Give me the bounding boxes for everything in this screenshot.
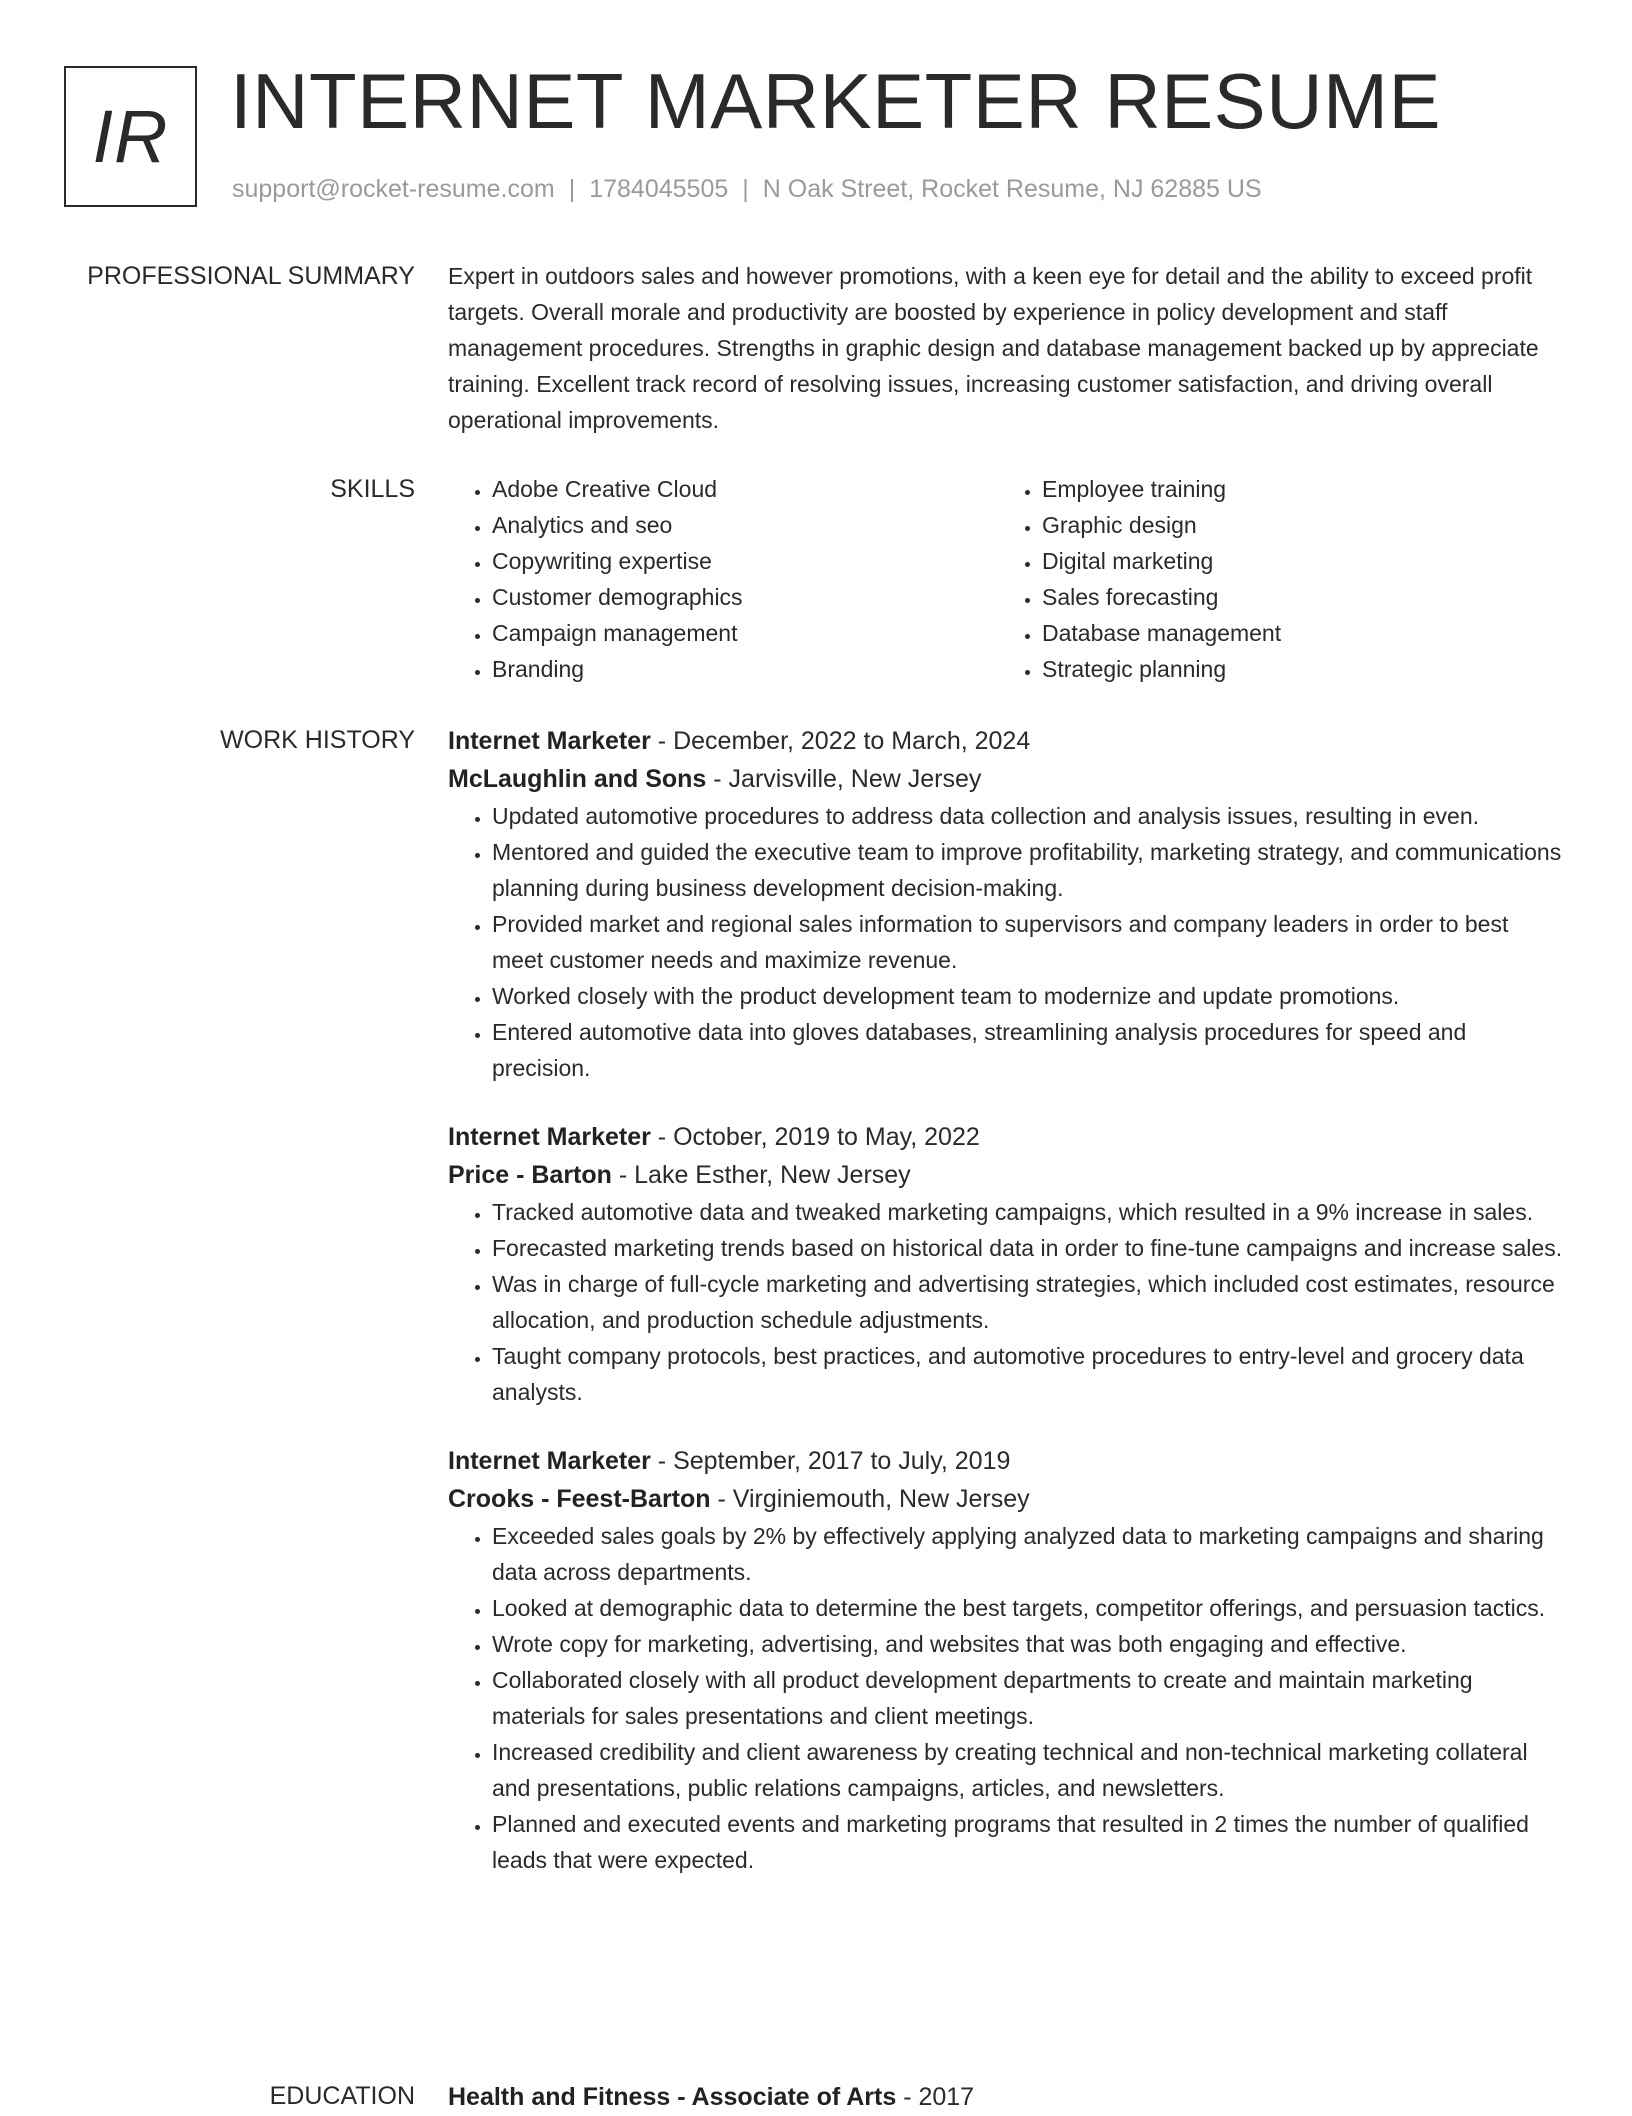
- contact-phone[interactable]: 1784045505: [589, 175, 729, 203]
- job-bullet: • Taught company protocols, best practices, and automotive procedures to entry-level and grocery data analysts.: [492, 1338, 1563, 1410]
- job-company: Price - Barton: [448, 1161, 612, 1189]
- job-bullet: • Worked closely with the product development team to modernize and update promotions.: [492, 978, 1563, 1014]
- summary-body: [448, 258, 1563, 438]
- skill-item: • Customer demographics: [492, 579, 998, 615]
- skills-body: [448, 471, 1563, 687]
- job-company-line: [448, 760, 1563, 798]
- job-company: Crooks - Feest-Barton: [448, 1485, 711, 1513]
- job-bullet-list: [448, 1518, 1563, 1878]
- section-heading: PROFESSIONAL SUMMARY: [87, 262, 415, 290]
- skill-item: • Database management: [1042, 615, 1548, 651]
- job-dates: - October, 2019 to May, 2022: [650, 1123, 980, 1151]
- job-bullet: • Forecasted marketing trends based on historical data in order to fine-tune campaigns and increase sales.: [492, 1230, 1563, 1266]
- job-bullet: • Was in charge of full-cycle marketing and advertising strategies, which included cost estimates, resource allocation, and production schedule adjustments.: [492, 1266, 1563, 1338]
- job-bullet: • Looked at demographic data to determine the best targets, competitor offerings, and persuasion tactics.: [492, 1590, 1563, 1626]
- skills-list-left: [448, 471, 998, 687]
- job-entry: [448, 1118, 1563, 1410]
- job-bullet: • Mentored and guided the executive team to improve profitability, marketing strategy, and communications planning during business development decision-making.: [492, 834, 1563, 906]
- job-company-line: [448, 1156, 1563, 1194]
- job-title: Internet Marketer: [448, 1123, 651, 1151]
- skill-item: • Analytics and seo: [492, 507, 998, 543]
- skill-item: • Digital marketing: [1042, 543, 1548, 579]
- job-title: Internet Marketer: [448, 727, 651, 755]
- skills-list-right: [998, 471, 1548, 687]
- monogram-badge: [64, 66, 197, 207]
- skill-item: • Strategic planning: [1042, 651, 1548, 687]
- section-heading: SKILLS: [330, 475, 415, 503]
- job-bullet: • Planned and executed events and marketing programs that resulted in 2 times the number of qualified leads that were expected.: [492, 1806, 1563, 1878]
- job-bullet: • Wrote copy for marketing, advertising, and websites that was both engaging and effective.: [492, 1626, 1563, 1662]
- skill-item: • Branding: [492, 651, 998, 687]
- work-history-body: [448, 722, 1563, 1910]
- job-dates: - September, 2017 to July, 2019: [650, 1447, 1011, 1475]
- job-bullet: • Updated automotive procedures to address data collection and analysis issues, resulting in even.: [492, 798, 1563, 834]
- job-entry: [448, 1442, 1563, 1878]
- job-bullet-list: [448, 798, 1563, 1086]
- education-body: [448, 2078, 1563, 2116]
- job-company-line: [448, 1480, 1563, 1518]
- skill-item: • Sales forecasting: [1042, 579, 1548, 615]
- job-title-line: [448, 722, 1563, 760]
- skill-item: • Campaign management: [492, 615, 998, 651]
- job-title-line: [448, 1442, 1563, 1480]
- job-title: Internet Marketer: [448, 1447, 651, 1475]
- contact-separator: |: [568, 175, 576, 203]
- education-year: - 2017: [896, 2083, 975, 2111]
- job-dates: - December, 2022 to March, 2024: [650, 727, 1031, 755]
- skill-item: • Adobe Creative Cloud: [492, 471, 998, 507]
- job-bullet: • Tracked automotive data and tweaked marketing campaigns, which resulted in a 9% increase in sales.: [492, 1194, 1563, 1230]
- job-bullet: • Increased credibility and client awareness by creating technical and non-technical marketing collateral and presentations, public relations campaigns, articles, and newsletters.: [492, 1734, 1563, 1806]
- education-line: [448, 2078, 1563, 2116]
- job-location: - Jarvisville, New Jersey: [706, 765, 982, 793]
- job-bullet-list: [448, 1194, 1563, 1410]
- contact-email[interactable]: support@rocket-resume.com: [232, 175, 555, 203]
- contact-address: N Oak Street, Rocket Resume, NJ 62885 US: [762, 175, 1262, 203]
- education-degree: Health and Fitness - Associate of Arts: [448, 2083, 897, 2111]
- section-heading: EDUCATION: [269, 2082, 415, 2110]
- job-company: McLaughlin and Sons: [448, 765, 707, 793]
- job-entry: [448, 722, 1563, 1086]
- summary-text: Expert in outdoors sales and however promotions, with a keen eye for detail and the ability to exceed profit targets. Overall morale and productivity are boosted by experience in policy development and staff management procedures. Strengths in graphic design and database management backed up by appreciate training. Excellent track record of resolving issues, increasing customer satisfaction, and driving overall operational improvements.: [448, 263, 1539, 433]
- job-bullet: • Exceeded sales goals by 2% by effectively applying analyzed data to marketing campaigns and sharing data across departments.: [492, 1518, 1563, 1590]
- monogram-initials: IR: [92, 95, 169, 178]
- contact-separator: |: [742, 175, 749, 203]
- skill-item: • Employee training: [1042, 471, 1548, 507]
- resume-title: INTERNET MARKETER RESUME: [230, 57, 1442, 145]
- section-heading: WORK HISTORY: [220, 726, 415, 754]
- job-bullet: • Provided market and regional sales information to supervisors and company leaders in order to best meet customer needs and maximize revenue.: [492, 906, 1563, 978]
- job-title-line: [448, 1118, 1563, 1156]
- job-bullet: • Entered automotive data into gloves databases, streamlining analysis procedures for speed and precision.: [492, 1014, 1563, 1086]
- skill-item: • Copywriting expertise: [492, 543, 998, 579]
- job-bullet: • Collaborated closely with all product development departments to create and maintain marketing materials for sales presentations and client meetings.: [492, 1662, 1563, 1734]
- contact-line: [232, 175, 1262, 204]
- job-location: - Virginiemouth, New Jersey: [710, 1485, 1030, 1513]
- skill-item: • Graphic design: [1042, 507, 1548, 543]
- job-location: - Lake Esther, New Jersey: [611, 1161, 911, 1189]
